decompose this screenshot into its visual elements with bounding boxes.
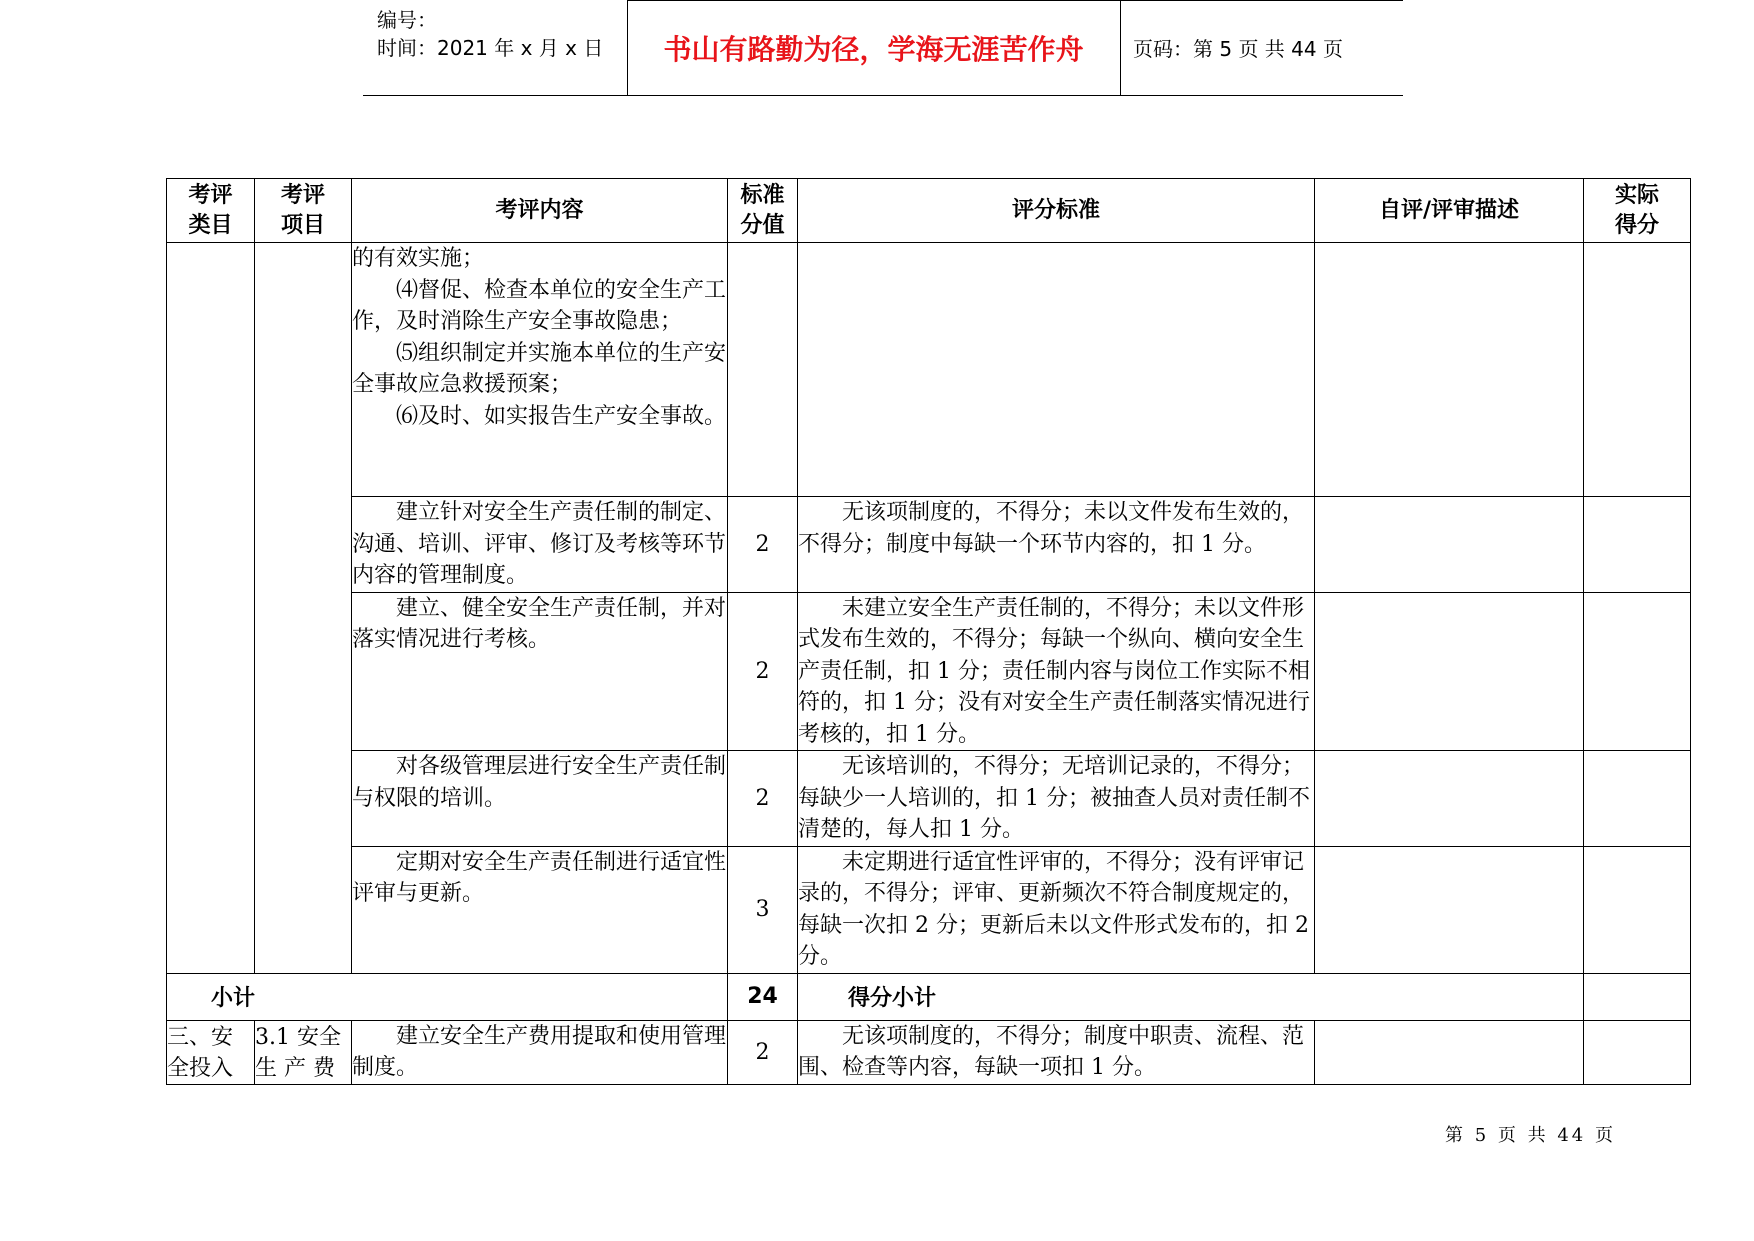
content-cell: 建立、健全安全生产责任制，并对落实情况进行考核。 bbox=[352, 592, 728, 751]
content-cell: 建立安全生产费用提取和使用管理制度。 bbox=[352, 1020, 728, 1084]
col-header-actual-score: 实际 得分 bbox=[1584, 179, 1691, 243]
actual-score-cell bbox=[1584, 243, 1691, 497]
content-cell: 对各级管理层进行安全生产责任制与权限的培训。 bbox=[352, 751, 728, 847]
content-line: ⑹及时、如实报告生产安全事故。 bbox=[396, 403, 727, 429]
criteria-cell: 无该项制度的，不得分；未以文件发布生效的，不得分；制度中每缺一个环节内容的，扣 1 分。 bbox=[798, 497, 1315, 593]
criteria-cell: 无该项制度的，不得分；制度中职责、流程、范围、检查等内容，每缺一项扣 1 分。 bbox=[798, 1020, 1315, 1084]
page-header bbox=[363, 0, 1403, 96]
table-row bbox=[167, 592, 1691, 751]
actual-score-cell bbox=[1584, 497, 1691, 593]
standard-score-cell: 3 bbox=[728, 846, 798, 973]
standard-score-cell: 2 bbox=[728, 751, 798, 847]
item-cell bbox=[255, 243, 352, 974]
col-header-criteria: 评分标准 bbox=[798, 179, 1315, 243]
table-row bbox=[167, 751, 1691, 847]
criteria-cell: 未建立安全生产责任制的，不得分；未以文件形式发布生效的，不得分；每缺一个纵向、横向安全生产责任制，扣 1 分；责任制内容与岗位工作实际不相符的，扣 1 分；没有对安全生产责任制落实情况进行考核的，扣 1 分。 bbox=[798, 592, 1315, 751]
subtotal-row bbox=[167, 973, 1691, 1020]
standard-score-cell: 2 bbox=[728, 497, 798, 593]
standard-score-cell bbox=[728, 243, 798, 497]
actual-score-cell bbox=[1584, 1020, 1691, 1084]
header-motto: 书山有路勤为径，学海无涯苦作舟 bbox=[627, 0, 1121, 95]
col-header-self-review: 自评/评审描述 bbox=[1315, 179, 1584, 243]
table-row bbox=[167, 243, 1691, 497]
page-footer: 第 5 页 共 44 页 bbox=[1445, 1125, 1616, 1146]
table-row bbox=[167, 1020, 1691, 1084]
item-cell bbox=[255, 1020, 352, 1084]
doc-number-label: 编号： bbox=[377, 8, 437, 32]
criteria-cell: 未定期进行适宜性评审的，不得分；没有评审记录的，不得分；评审、更新频次不符合制度规定的，每缺一次扣 2 分；更新后未以文件形式发布的，扣 2 分。 bbox=[798, 846, 1315, 973]
subtotal-score: 24 bbox=[728, 973, 798, 1020]
actual-score-cell bbox=[1584, 751, 1691, 847]
col-header-item: 考评 项目 bbox=[255, 179, 352, 243]
self-review-cell bbox=[1315, 751, 1584, 847]
date-line: 时间：2021 年 x 月 x 日 bbox=[377, 36, 604, 60]
standard-score-cell: 2 bbox=[728, 592, 798, 751]
criteria-cell: 无该培训的，不得分；无培训记录的，不得分；每缺少一人培训的，扣 1 分；被抽查人员对责任制不清楚的，每人扣 1 分。 bbox=[798, 751, 1315, 847]
item-text: 3.1 安全生 产 费 bbox=[255, 1024, 341, 1081]
content-cell: 定期对安全生产责任制进行适宜性评审与更新。 bbox=[352, 846, 728, 973]
content-line: ⑸组织制定并实施本单位的生产安全事故应急救援预案； bbox=[352, 340, 727, 397]
content-line: 的有效实施； bbox=[352, 246, 485, 271]
criteria-cell bbox=[798, 243, 1315, 497]
table-row bbox=[167, 497, 1691, 593]
table-header-row bbox=[167, 179, 1691, 243]
header-meta bbox=[363, 0, 628, 95]
actual-score-cell bbox=[1584, 846, 1691, 973]
self-review-cell bbox=[1315, 592, 1584, 751]
table-row bbox=[167, 846, 1691, 973]
self-review-cell bbox=[1315, 497, 1584, 593]
content-cell: 建立针对安全生产责任制的制定、沟通、培训、评审、修订及考核等环节内容的管理制度。 bbox=[352, 497, 728, 593]
header-page-info: 页码：第 5 页 共 44 页 bbox=[1133, 37, 1343, 61]
actual-score-cell bbox=[1584, 592, 1691, 751]
self-review-cell bbox=[1315, 1020, 1584, 1084]
subtotal-score-label: 得分小计 bbox=[798, 973, 1584, 1020]
subtotal-actual-score-cell bbox=[1584, 973, 1691, 1020]
col-header-standard-score: 标准 分值 bbox=[728, 179, 798, 243]
col-header-category: 考评 类目 bbox=[167, 179, 255, 243]
self-review-cell bbox=[1315, 846, 1584, 973]
subtotal-label: 小计 bbox=[167, 973, 728, 1020]
category-text: 三、安全投入 bbox=[167, 1024, 234, 1081]
content-line: ⑷督促、检查本单位的安全生产工作，及时消除生产安全事故隐患； bbox=[352, 277, 727, 334]
self-review-cell bbox=[1315, 243, 1584, 497]
standard-score-cell: 2 bbox=[728, 1020, 798, 1084]
category-cell bbox=[167, 1020, 255, 1084]
evaluation-table bbox=[166, 178, 1691, 1085]
col-header-content: 考评内容 bbox=[352, 179, 728, 243]
category-cell bbox=[167, 243, 255, 974]
content-cell bbox=[352, 243, 728, 497]
